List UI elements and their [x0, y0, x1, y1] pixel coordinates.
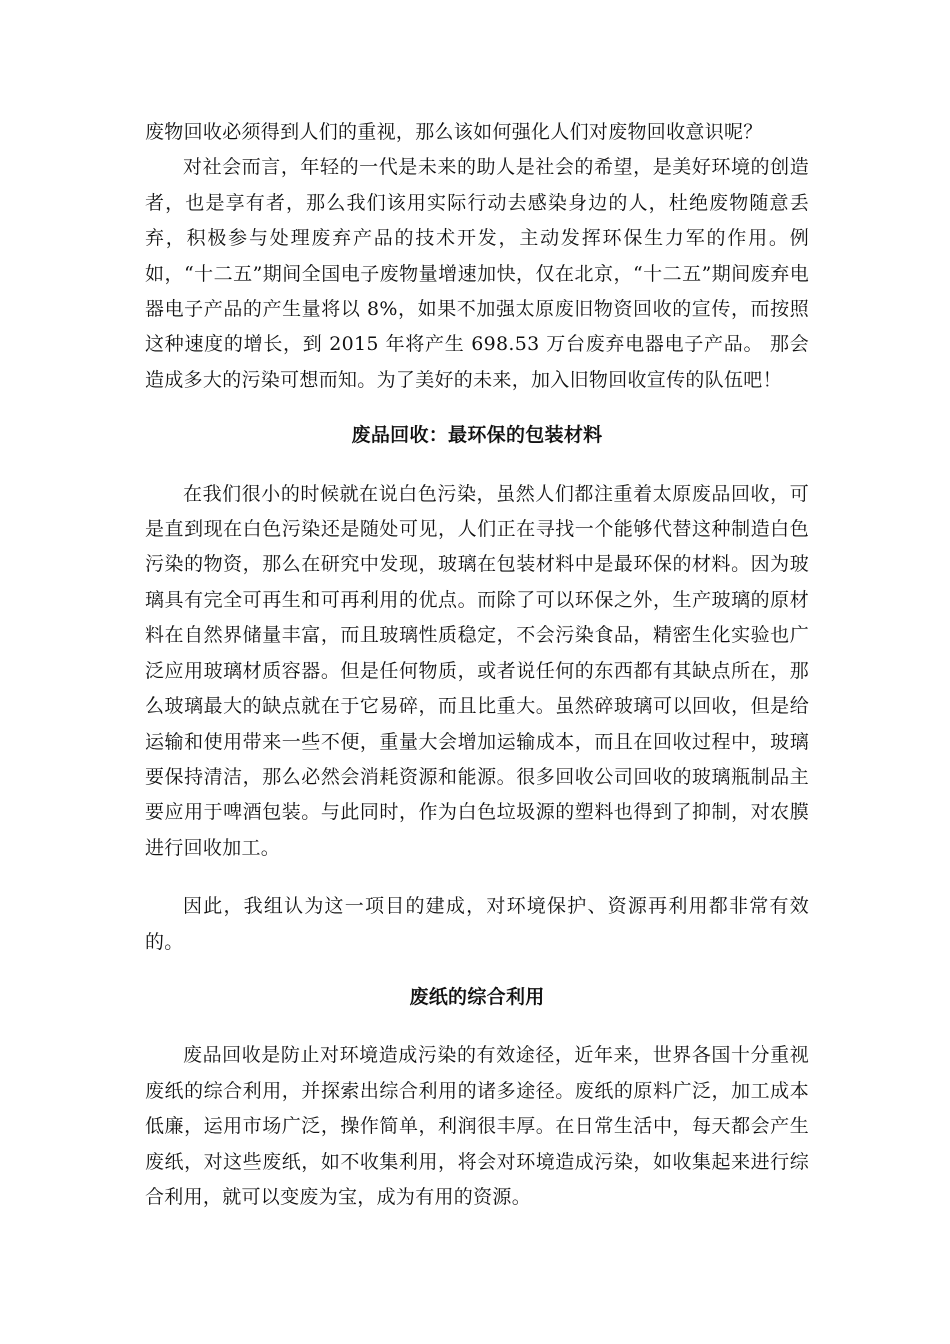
- document-body: [145, 115, 809, 1215]
- intro-paragraph-1: 废物回收必须得到人们的重视，那么该如何强化人们对废物回收意识呢？: [145, 121, 763, 143]
- section-heading-paper: 废纸的综合利用: [409, 985, 545, 1008]
- intro-paragraph-2: 对社会而言，年轻的一代是未来的助人是社会的希望，是美好环境的创造者，也是享有者，那么我们该用实际行动去感染身边的人，杜绝废物随意丢弃，积极参与处理废弃产品的技术开发，主动发挥环保生力军的作用。例如，“十二五”期间全国电子废物量增速加快，仅在北京，“十二五”期间废弃电器电子产品的产生量将以 8%，如果不加强太原废旧物资回收的宣传，而按照这种速度的增长，到 2015 年将产生 698.53 万台废弃电器电子产品。 那会造成多大的污染可想而知。为了美好的未来，加入旧物回收宣传的队伍吧！: [145, 156, 809, 391]
- glass-paragraph-2: 因此，我组认为这一项目的建成，对环境保护、资源再利用都非常有效的。: [145, 895, 809, 953]
- paper-paragraph-1: 废品回收是防止对环境造成污染的有效途径，近年来，世界各国十分重视废纸的综合利用，并探索出综合利用的诸多途径。废纸的原料广泛，加工成本低廉，运用市场广泛，操作简单，利润很丰厚。在日常生活中，每天都会产生废纸，对这些废纸，如不收集利用，将会对环境造成污染，如收集起来进行综合利用，就可以变废为宝，成为有用的资源。: [145, 1044, 809, 1208]
- glass-paragraph-1: 在我们很小的时候就在说白色污染，虽然人们都注重着太原废品回收，可是直到现在白色污染还是随处可见，人们正在寻找一个能够代替这种制造白色污染的物资，那么在研究中发现，玻璃在包装材料中是最环保的材料。因为玻璃具有完全可再生和可再利用的优点。而除了可以环保之外，生产玻璃的原材料在自然界储量丰富，而且玻璃性质稳定，不会污染食品，精密生化实验也广泛应用玻璃材质容器。但是任何物质，或者说任何的东西都有其缺点所在，那么玻璃最大的缺点就在于它易碎，而且比重大。虽然碎玻璃可以回收，但是给运输和使用带来一些不便，重量大会增加运输成本，而且在回收过程中，玻璃要保持清洁，那么必然会消耗资源和能源。很多回收公司回收的玻璃瓶制品主要应用于啤酒包装。与此同时，作为白色垃圾源的塑料也得到了抑制，对农膜进行回收加工。: [145, 482, 809, 859]
- section-heading-glass: 废品回收：最环保的包装材料: [351, 424, 603, 447]
